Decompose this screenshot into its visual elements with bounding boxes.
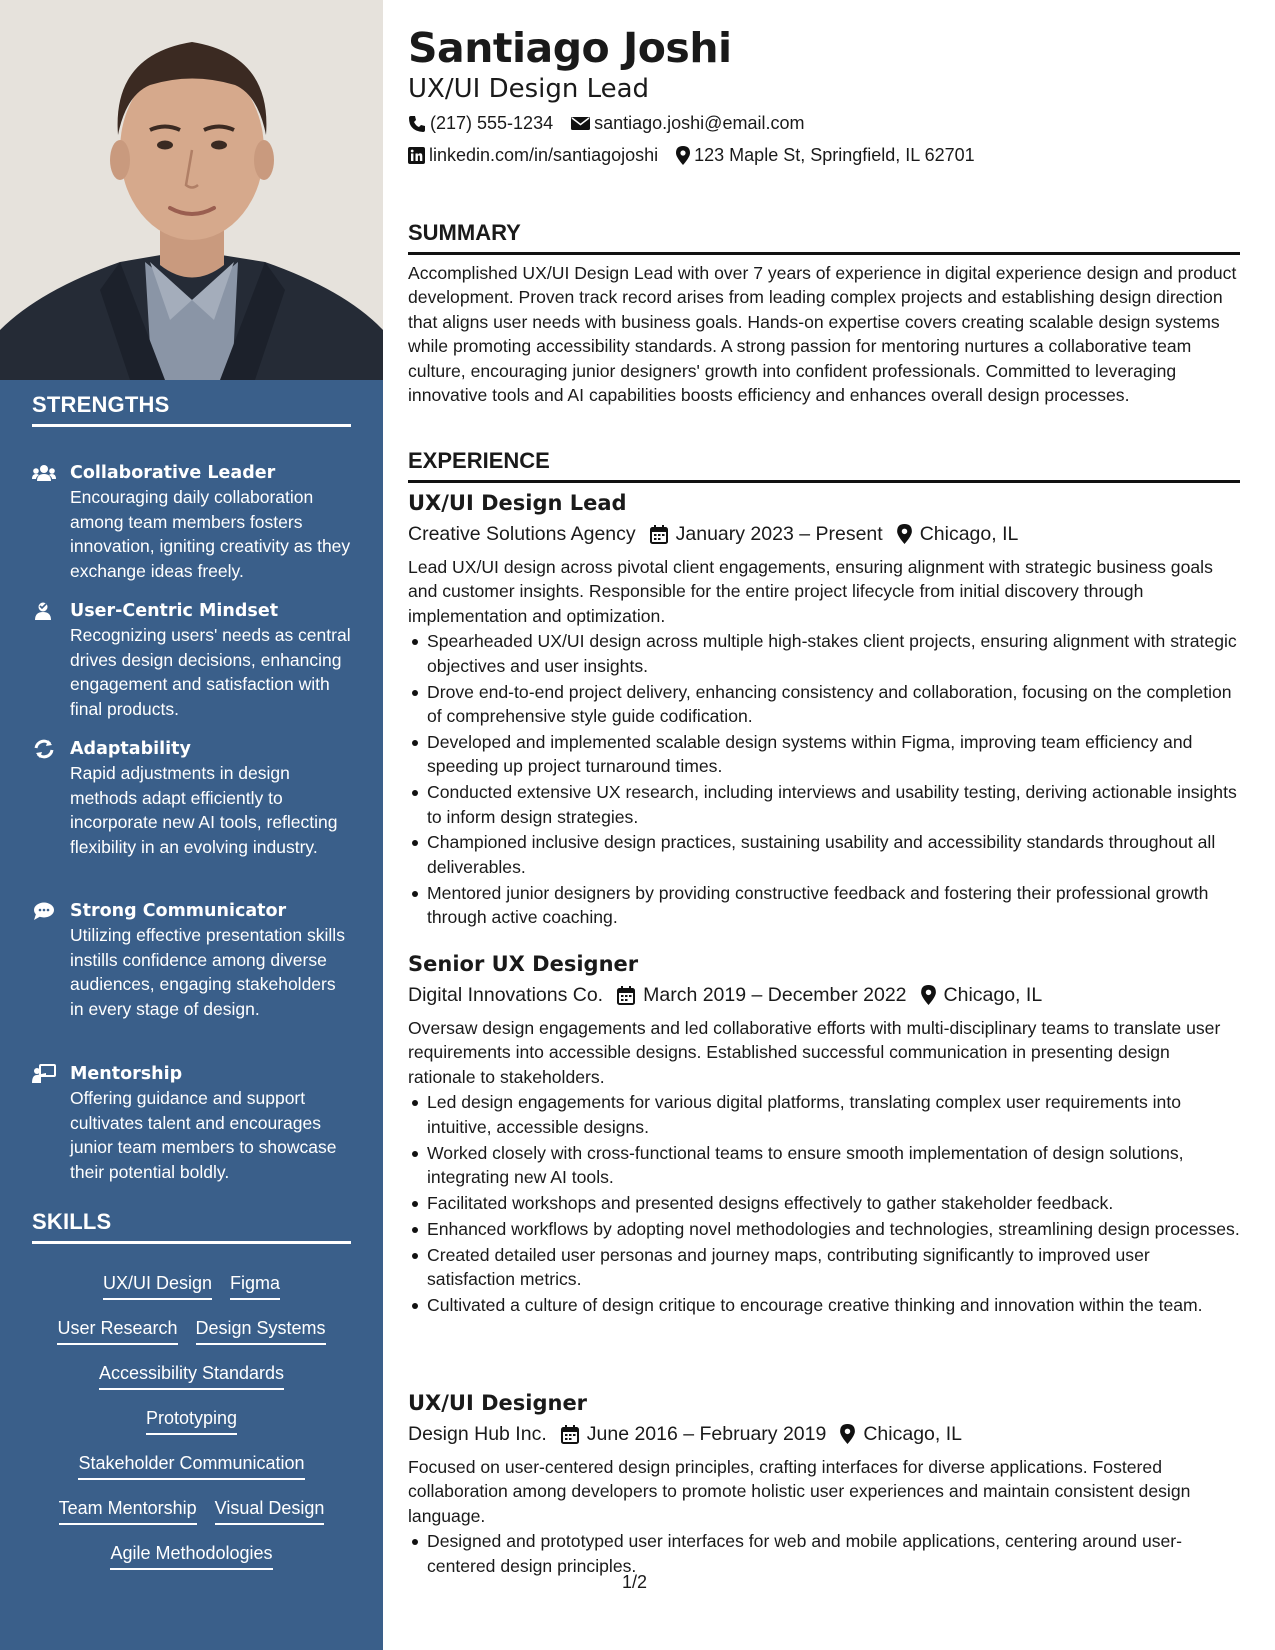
job-bullets <box>408 629 1240 929</box>
job-entry <box>408 1389 1240 1580</box>
job-dates: January 2023 – Present <box>675 523 883 545</box>
strength-item <box>32 599 351 721</box>
list-item: Worked closely with cross-functional teams to ensure smooth implementation of design solutions, integrating new AI tools. <box>408 1141 1240 1190</box>
job-location: Chicago, IL <box>943 984 1043 1006</box>
calendar-icon <box>617 986 635 1005</box>
job-title: UX/UI Design Lead <box>408 491 627 515</box>
teacher-icon <box>32 1064 56 1084</box>
skills-heading: SKILLS <box>32 1209 351 1244</box>
map-pin-icon <box>840 1424 855 1444</box>
job-dates: June 2016 – February 2019 <box>586 1423 827 1445</box>
job-company: Design Hub Inc. <box>408 1423 547 1445</box>
job-meta <box>408 519 1240 549</box>
skill-tag: Figma <box>230 1271 280 1300</box>
list-item: Cultivated a culture of design critique to encourage creative thinking and innovation within the team. <box>408 1293 1240 1317</box>
skills-section <box>32 1209 351 1586</box>
list-item: Led design engagements for various digital platforms, translating complex user requirements into intuitive, accessible designs. <box>408 1090 1240 1139</box>
strength-title: User-Centric Mindset <box>70 601 279 621</box>
linkedin-icon <box>408 147 425 164</box>
contact-address: 123 Maple St, Springfield, IL 62701 <box>676 145 975 166</box>
list-item: Designed and prototyped user interfaces for web and mobile applications, centering around user-centered design principles. <box>408 1529 1240 1578</box>
contact-phone[interactable]: (217) 555-1234 <box>408 113 553 134</box>
candidate-name: Santiago Joshi <box>408 24 732 72</box>
calendar-icon <box>650 525 668 544</box>
candidate-title: UX/UI Design Lead <box>408 74 650 104</box>
skill-tag: Visual Design <box>215 1496 325 1525</box>
skill-tag: Design Systems <box>196 1316 326 1345</box>
user-check-icon <box>32 601 56 621</box>
job-company: Digital Innovations Co. <box>408 984 604 1006</box>
skill-tag: Accessibility Standards <box>99 1361 284 1390</box>
strength-desc: Rapid adjustments in design methods adapt efficiently to incorporate new AI tools, reflecting flexibility in an evolving industry. <box>70 763 338 857</box>
page-number: 1/2 <box>622 1572 648 1592</box>
contact-row <box>408 145 993 166</box>
skill-tag: Stakeholder Communication <box>78 1451 304 1480</box>
skill-tag: UX/UI Design <box>103 1271 212 1300</box>
contact-email[interactable]: santiago.joshi@email.com <box>571 113 804 134</box>
job-description: Lead UX/UI design across pivotal client engagements, ensuring alignment with strategic business goals and customer insights. Responsible for the entire project lifecycle from initial discovery through implementation and optimization. <box>408 557 1213 626</box>
strength-title: Adaptability <box>70 739 191 759</box>
strength-item <box>32 1062 351 1184</box>
summary-text: Accomplished UX/UI Design Lead with over 7 years of experience in digital experience design and product development. Proven track record arises from leading complex projects and establishing design direction that aligns user needs with business goals. Hands-on expertise covers creating scalable design systems while promoting accessibility standards. A strong passion for mentoring nurtures a collaborative team culture, encouraging junior designers' growth into confident professionals. Committed to leveraging innovative tools and AI capabilities boosts efficiency and enhances overall design processes. <box>408 263 1237 406</box>
phone-icon <box>408 115 426 133</box>
job-description: Focused on user-centered design principles, crafting interfaces for diverse applications. Fostered collaboration among developers to promote holistic user experiences and maintain consistent design language. <box>408 1457 1191 1526</box>
job-title: Senior UX Designer <box>408 952 639 976</box>
list-item: Facilitated workshops and presented designs effectively to gather stakeholder feedback. <box>408 1191 1240 1215</box>
job-description: Oversaw design engagements and led collaborative efforts with multi-disciplinary teams to translate user requirements into accessible designs. Established successful communication in presenting design rationale to stakeholders. <box>408 1018 1221 1087</box>
job-location: Chicago, IL <box>919 523 1019 545</box>
job-dates: March 2019 – December 2022 <box>643 984 907 1006</box>
contact-row <box>408 113 822 134</box>
strength-title: Collaborative Leader <box>70 463 276 483</box>
skill-tag: Team Mentorship <box>59 1496 197 1525</box>
list-item: Drove end-to-end project delivery, enhancing consistency and collaboration, focusing on the completion of comprehensive style guide codification. <box>408 680 1240 729</box>
strength-title: Mentorship <box>70 1064 183 1084</box>
map-pin-icon <box>676 146 690 165</box>
skill-tag: User Research <box>57 1316 177 1345</box>
job-company: Creative Solutions Agency <box>408 523 636 545</box>
list-item: Spearheaded UX/UI design across multiple high-stakes client projects, ensuring alignment with strategic objectives and user insights. <box>408 629 1240 678</box>
job-bullets <box>408 1529 1240 1578</box>
strength-item <box>32 461 351 583</box>
map-pin-icon <box>897 524 912 544</box>
strength-desc: Offering guidance and support cultivates talent and encourages junior team members to showcase their potential boldly. <box>70 1088 337 1182</box>
list-item: Developed and implemented scalable design systems within Figma, improving team efficiency and speeding up project turnaround times. <box>408 730 1240 779</box>
experience-heading: EXPERIENCE <box>408 448 1240 483</box>
job-entry <box>408 950 1240 1319</box>
strength-desc: Utilizing effective presentation skills instills confidence among diverse audiences, engaging stakeholders in every stage of design. <box>70 925 345 1019</box>
list-item: Conducted extensive UX research, including interviews and usability testing, deriving actionable insights to inform design strategies. <box>408 780 1240 829</box>
chat-icon <box>32 901 56 921</box>
summary-heading: SUMMARY <box>408 220 1240 255</box>
job-bullets <box>408 1090 1240 1317</box>
list-item: Created detailed user personas and journey maps, contributing significantly to improved user satisfaction metrics. <box>408 1243 1240 1292</box>
skill-tag: Agile Methodologies <box>110 1541 272 1570</box>
calendar-icon <box>561 1425 579 1444</box>
sync-icon <box>32 739 56 759</box>
job-meta <box>408 980 1240 1010</box>
skills-list <box>32 1271 351 1586</box>
list-item: Enhanced workflows by adopting novel methodologies and technologies, streamlining design processes. <box>408 1217 1240 1241</box>
list-item: Mentored junior designers by providing constructive feedback and fostering their professional growth through active coaching. <box>408 881 1240 930</box>
strengths-heading: STRENGTHS <box>32 392 351 427</box>
strength-item <box>32 737 351 859</box>
job-meta <box>408 1419 1240 1449</box>
map-pin-icon <box>921 985 936 1005</box>
job-title: UX/UI Designer <box>408 1391 588 1415</box>
job-location: Chicago, IL <box>863 1423 962 1445</box>
strengths-section <box>32 392 351 427</box>
users-icon <box>32 463 56 483</box>
strength-desc: Encouraging daily collaboration among team members fosters innovation, igniting creativity as they exchange ideas freely. <box>70 487 351 581</box>
contact-linkedin[interactable]: linkedin.com/in/santiagojoshi <box>408 145 658 166</box>
skill-tag: Prototyping <box>146 1406 237 1435</box>
sidebar <box>0 0 383 1650</box>
strength-title: Strong Communicator <box>70 901 287 921</box>
strength-item <box>32 899 351 1021</box>
profile-photo <box>0 0 383 380</box>
strength-desc: Recognizing users' needs as central drives design decisions, enhancing engagement and satisfaction with final products. <box>70 625 351 719</box>
job-entry <box>408 489 1240 931</box>
envelope-icon <box>571 116 590 131</box>
list-item: Championed inclusive design practices, sustaining usability and accessibility standards throughout all deliverables. <box>408 830 1240 879</box>
